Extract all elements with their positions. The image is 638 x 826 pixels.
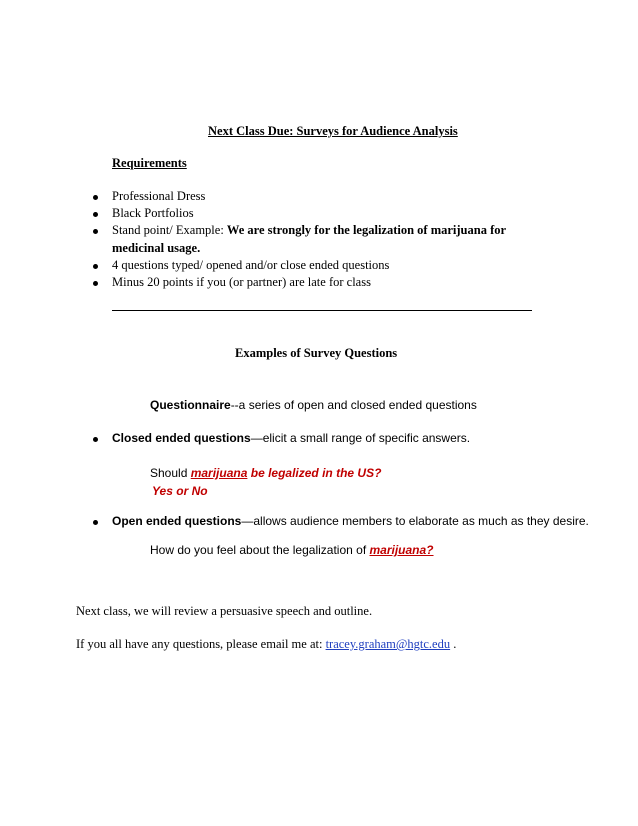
- bullet-icon: [93, 437, 98, 442]
- open-example-prefix: How do you feel about the legalization of: [150, 543, 370, 557]
- bullet-icon: [93, 264, 98, 269]
- bullet-icon: [93, 229, 98, 234]
- list-item-continuation: medicinal usage.: [112, 241, 201, 255]
- bullet-icon: [93, 212, 98, 217]
- footer-line-2: [76, 637, 456, 652]
- open-ended-term: Open ended questions: [112, 514, 242, 528]
- closed-ended-term: Closed ended questions: [112, 431, 251, 445]
- email-link[interactable]: tracey.graham@hgtc.edu: [325, 637, 451, 651]
- closed-example-rest: be legalized in the US?: [247, 466, 382, 480]
- requirements-heading: Requirements: [112, 156, 187, 170]
- questionnaire-term: Questionnaire: [150, 398, 231, 412]
- closed-example-keyword: marijuana: [190, 466, 248, 480]
- open-example-keyword: marijuana?: [369, 543, 434, 557]
- list-item-text: Stand point/ Example:: [112, 223, 227, 237]
- closed-ended-def: —elicit a small range of specific answers.: [250, 431, 471, 445]
- closed-example-answer: Yes or No: [152, 484, 208, 498]
- examples-heading: Examples of Survey Questions: [235, 346, 398, 360]
- closed-ended-item: [112, 431, 470, 445]
- open-ended-example: [150, 543, 434, 557]
- list-item: Minus 20 points if you (or partner) are late for class: [112, 275, 371, 289]
- list-item: Professional Dress: [112, 189, 206, 203]
- bullet-icon: [93, 520, 98, 525]
- list-item: [112, 223, 506, 238]
- list-item: Black Portfolios: [112, 206, 194, 220]
- bullet-icon: [93, 281, 98, 286]
- bullet-icon: [93, 195, 98, 200]
- closed-example-prefix: Should: [150, 466, 191, 480]
- divider-line: [112, 310, 532, 311]
- open-ended-def: —allows audience members to elaborate as much as they desire.: [241, 514, 589, 528]
- list-item-bold-text: We are strongly for the legalization of marijuana for: [226, 223, 507, 237]
- footer-line-2-suffix: .: [450, 637, 457, 651]
- footer-line-2-prefix: If you all have any questions, please email me at:: [76, 637, 326, 651]
- questionnaire-def: --a series of open and closed ended questions: [230, 398, 477, 412]
- open-ended-item: [112, 514, 589, 528]
- page-title: Next Class Due: Surveys for Audience Analysis: [208, 124, 458, 138]
- list-item: 4 questions typed/ opened and/or close ended questions: [112, 258, 390, 272]
- questionnaire-definition: [150, 398, 477, 412]
- closed-ended-example: [150, 466, 381, 480]
- footer-line-1: Next class, we will review a persuasive speech and outline.: [76, 604, 373, 618]
